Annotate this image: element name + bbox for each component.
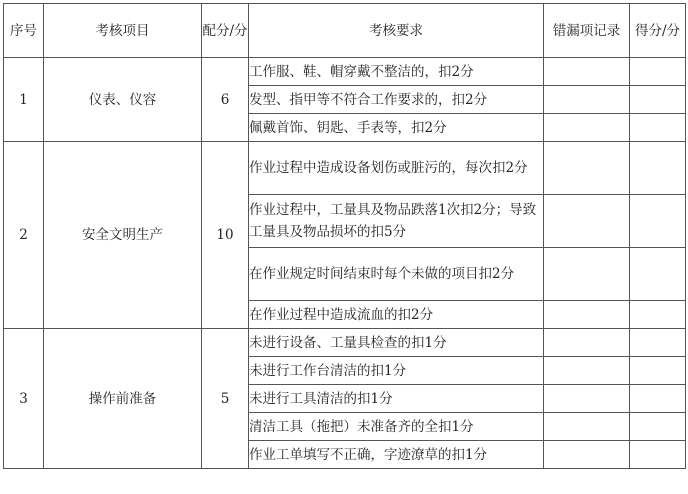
error-record-cell[interactable] bbox=[544, 58, 630, 86]
error-record-cell[interactable] bbox=[544, 357, 630, 385]
header-item: 考核项目 bbox=[44, 4, 202, 58]
error-record-cell[interactable] bbox=[544, 385, 630, 413]
table-row bbox=[4, 58, 686, 86]
requirement-cell: 工作服、鞋、帽穿戴不整洁的，扣2分 bbox=[249, 58, 544, 86]
points-cell: 6 bbox=[202, 58, 249, 142]
header-errors: 错漏项记录 bbox=[544, 4, 630, 58]
table-row bbox=[4, 142, 686, 195]
item-cell: 操作前准备 bbox=[44, 329, 202, 469]
points-cell: 5 bbox=[202, 329, 249, 469]
score-cell[interactable] bbox=[630, 441, 686, 469]
seq-cell: 2 bbox=[4, 142, 44, 329]
seq-cell: 3 bbox=[4, 329, 44, 469]
header-row bbox=[4, 4, 686, 58]
requirement-cell: 未进行工作台清洁的扣1分 bbox=[249, 357, 544, 385]
score-cell[interactable] bbox=[630, 195, 686, 248]
score-cell[interactable] bbox=[630, 385, 686, 413]
requirement-cell: 作业工单填写不正确，字迹潦草的扣1分 bbox=[249, 441, 544, 469]
header-seq: 序号 bbox=[4, 4, 44, 58]
score-cell[interactable] bbox=[630, 248, 686, 301]
error-record-cell[interactable] bbox=[544, 195, 630, 248]
requirement-cell: 佩戴首饰、钥匙、手表等，扣2分 bbox=[249, 114, 544, 142]
error-record-cell[interactable] bbox=[544, 413, 630, 441]
error-record-cell[interactable] bbox=[544, 142, 630, 195]
error-record-cell[interactable] bbox=[544, 86, 630, 114]
header-score: 得分/分 bbox=[630, 4, 686, 58]
header-requirement: 考核要求 bbox=[249, 4, 544, 58]
requirement-cell: 在作业过程中造成流血的扣2分 bbox=[249, 301, 544, 329]
score-cell[interactable] bbox=[630, 58, 686, 86]
score-cell[interactable] bbox=[630, 142, 686, 195]
requirement-cell: 作业过程中造成设备划伤或脏污的，每次扣2分 bbox=[249, 142, 544, 195]
item-cell: 仪表、仪容 bbox=[44, 58, 202, 142]
error-record-cell[interactable] bbox=[544, 329, 630, 357]
header-points: 配分/分 bbox=[202, 4, 249, 58]
requirement-cell: 在作业规定时间结束时每个未做的项目扣2分 bbox=[249, 248, 544, 301]
error-record-cell[interactable] bbox=[544, 248, 630, 301]
error-record-cell[interactable] bbox=[544, 441, 630, 469]
points-cell: 10 bbox=[202, 142, 249, 329]
requirement-cell: 发型、指甲等不符合工作要求的，扣2分 bbox=[249, 86, 544, 114]
seq-cell: 1 bbox=[4, 58, 44, 142]
error-record-cell[interactable] bbox=[544, 114, 630, 142]
score-cell[interactable] bbox=[630, 413, 686, 441]
requirement-cell: 作业过程中，工量具及物品跌落1次扣2分；导致工量具及物品损坏的扣5分 bbox=[249, 195, 544, 248]
assessment-table bbox=[3, 3, 686, 469]
score-cell[interactable] bbox=[630, 329, 686, 357]
requirement-cell: 未进行工具清洁的扣1分 bbox=[249, 385, 544, 413]
error-record-cell[interactable] bbox=[544, 301, 630, 329]
score-cell[interactable] bbox=[630, 301, 686, 329]
requirement-cell: 未进行设备、工量具检查的扣1分 bbox=[249, 329, 544, 357]
score-cell[interactable] bbox=[630, 114, 686, 142]
score-cell[interactable] bbox=[630, 357, 686, 385]
requirement-cell: 清洁工具（拖把）未准备齐的全扣1分 bbox=[249, 413, 544, 441]
table-row bbox=[4, 329, 686, 357]
item-cell: 安全文明生产 bbox=[44, 142, 202, 329]
score-cell[interactable] bbox=[630, 86, 686, 114]
